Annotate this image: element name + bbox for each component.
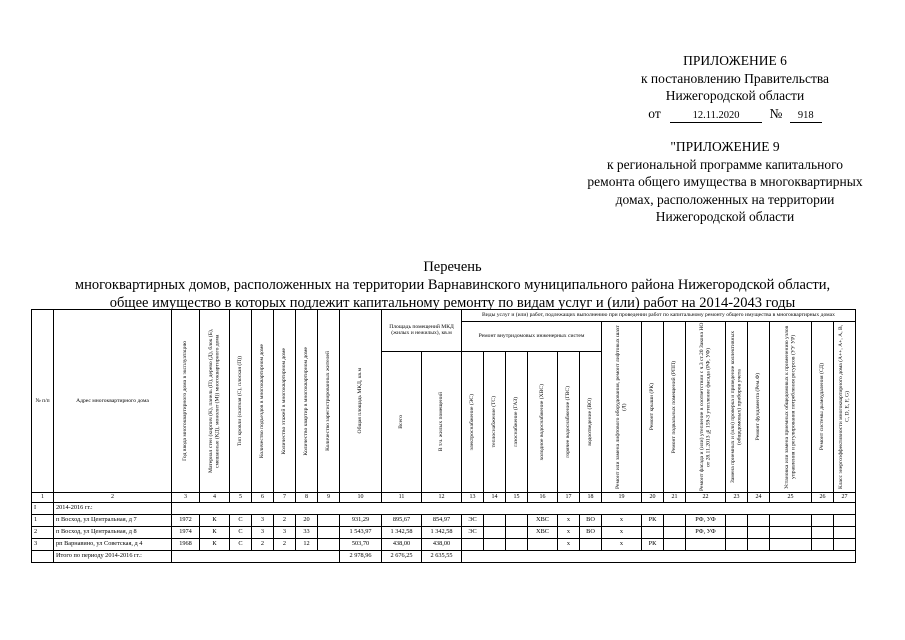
row-ts xyxy=(484,527,506,539)
col-header-smoke xyxy=(812,322,834,493)
col-header-control-units xyxy=(770,322,812,493)
row-rf: РФ, УФ xyxy=(686,515,726,527)
col-header-total-area-text: Общая площадь МКД, кв.м xyxy=(357,368,364,434)
col-number: 19 xyxy=(602,493,642,503)
row-ts xyxy=(484,539,506,551)
col-header-roof-repair xyxy=(642,322,664,493)
row-hvs: ХВС xyxy=(528,527,558,539)
col-header-lift-text: Ремонт или замена лифтового оборудования, ремонт лифтовых шахт (Л) xyxy=(615,325,628,489)
col-number: 8 xyxy=(296,493,318,503)
row-c26 xyxy=(812,539,834,551)
row-total-area: 931,29 xyxy=(340,515,382,527)
col-number: 20 xyxy=(642,493,664,503)
col-number: 10 xyxy=(340,493,382,503)
col-header-apartments-text: Количество квартир в многоквартирном доме xyxy=(303,346,310,456)
col-header-meters-text: Замена приемных и (или) проверка и приведение коллективных (общедомовых) приборов учета xyxy=(730,330,743,484)
col-header-roof xyxy=(230,310,252,493)
row-roof: С xyxy=(230,539,252,551)
col-header-area-all xyxy=(382,351,422,492)
col-header-heating-text: теплоснабжение (ТС) xyxy=(491,396,498,448)
appendix-9-line1: к региональной программе капитального xyxy=(606,156,844,172)
col-number: 26 xyxy=(812,493,834,503)
row-es: ЭС xyxy=(462,515,484,527)
row-c25 xyxy=(770,539,812,551)
col-header-area-all-text: Всего xyxy=(398,414,405,429)
col-header-energy-class-text: Класс энергоэффективности многоквартирного дома (А++, А+, А, B, C, D, E, F, G) xyxy=(838,324,851,490)
section-row xyxy=(32,503,856,515)
col-header-year xyxy=(172,310,200,493)
row-es: ЭС xyxy=(462,527,484,539)
col-header-gas xyxy=(506,351,528,492)
col-header-facade xyxy=(686,322,726,493)
col-number: 12 xyxy=(422,493,462,503)
col-number: 2 xyxy=(54,493,172,503)
row-residents xyxy=(318,539,340,551)
row-hvs xyxy=(528,539,558,551)
row-year: 1968 xyxy=(172,539,200,551)
col-header-electric-text: электроснабжение (ЭС) xyxy=(469,393,476,451)
header-row-1 xyxy=(32,310,856,322)
row-c27 xyxy=(834,527,856,539)
row-rk: РК xyxy=(642,515,664,527)
row-es xyxy=(462,539,484,551)
appendix-9-line3: домах, расположенных на территории xyxy=(615,191,835,207)
col-header-heating xyxy=(484,351,506,492)
row-num: 3 xyxy=(32,539,54,551)
row-rf xyxy=(686,539,726,551)
row-rk: РК xyxy=(642,539,664,551)
row-c25 xyxy=(770,515,812,527)
col-number: 14 xyxy=(484,493,506,503)
row-vo: ВО xyxy=(580,527,602,539)
row-c27 xyxy=(834,515,856,527)
row-c23 xyxy=(726,539,748,551)
row-c27 xyxy=(834,539,856,551)
row-hvs: ХВС xyxy=(528,515,558,527)
row-roof: С xyxy=(230,515,252,527)
table-row xyxy=(32,527,856,539)
row-apartments: 20 xyxy=(296,515,318,527)
col-header-electric xyxy=(462,351,484,492)
row-wall: К xyxy=(200,539,230,551)
row-rpp xyxy=(664,515,686,527)
row-area-living: 854,97 xyxy=(422,515,462,527)
col-header-meters xyxy=(726,322,748,493)
row-area-all: 1 342,58 xyxy=(382,527,422,539)
col-header-smoke-text: Ремонт системы дымоудаления (СД) xyxy=(819,363,826,451)
section-empty xyxy=(172,503,856,515)
row-c24 xyxy=(748,515,770,527)
col-header-foundation xyxy=(748,322,770,493)
row-area-living: 438,00 xyxy=(422,539,462,551)
col-number: 11 xyxy=(382,493,422,503)
col-header-energy-class xyxy=(834,322,856,493)
from-label: от xyxy=(648,105,661,121)
row-wall: К xyxy=(200,527,230,539)
row-c24 xyxy=(748,527,770,539)
col-header-address: Адрес многоквартирного дома xyxy=(54,310,172,493)
col-header-hot-water xyxy=(558,351,580,492)
col-number: 13 xyxy=(462,493,484,503)
col-header-wall xyxy=(200,310,230,493)
col-header-roof-text: Тип кровли (скатная (С), плоская (П)) xyxy=(237,355,244,447)
col-header-total-area xyxy=(340,310,382,493)
row-address: п Восход, ул Центральная, д 8 xyxy=(54,527,172,539)
row-num: 2 xyxy=(32,527,54,539)
col-header-residents xyxy=(318,310,340,493)
decree-date: 12.11.2020 xyxy=(670,109,762,123)
col-number: 7 xyxy=(274,493,296,503)
row-area-living: 1 342,58 xyxy=(422,527,462,539)
row-rf: РФ, УФ xyxy=(686,527,726,539)
row-gvs: х xyxy=(558,515,580,527)
row-apartments: 12 xyxy=(296,539,318,551)
col-number: 17 xyxy=(558,493,580,503)
col-number: 1 xyxy=(32,493,54,503)
col-header-systems-group: Ремонт внутридомовых инженерных систем xyxy=(462,322,602,352)
col-header-control-units-text: Установка или замена приемных общедомовых к применению узлов управления и регулирования потребления ресурсов (УУ УР) xyxy=(784,325,797,489)
col-header-sewer-text: водоотведение (ВО) xyxy=(587,397,594,446)
col-header-basement xyxy=(664,322,686,493)
row-area-all: 895,67 xyxy=(382,515,422,527)
col-number: 9 xyxy=(318,493,340,503)
col-number: 15 xyxy=(506,493,528,503)
row-vo: ВО xyxy=(580,515,602,527)
row-address: п Восход, ул Центральная, д 7 xyxy=(54,515,172,527)
total-empty-span xyxy=(172,551,340,563)
row-area-all: 438,00 xyxy=(382,539,422,551)
col-header-apartments xyxy=(296,310,318,493)
col-header-entrances-text: Количество подъездов в многоквартирном доме xyxy=(259,343,266,459)
houses-table-wrapper xyxy=(31,309,856,563)
row-gvs: х xyxy=(558,527,580,539)
row-lift: х xyxy=(602,539,642,551)
row-gas xyxy=(506,515,528,527)
row-gas xyxy=(506,539,528,551)
col-number: 18 xyxy=(580,493,602,503)
title-line1: Перечень xyxy=(423,259,482,275)
col-header-lift xyxy=(602,322,642,493)
col-header-residents-text: Количество зарегистрированных жителей xyxy=(325,351,332,451)
row-total-area: 503,70 xyxy=(340,539,382,551)
row-year: 1972 xyxy=(172,515,200,527)
col-header-year-text: Год ввода многоквартирного дома в эксплуатацию xyxy=(182,341,189,461)
col-number: 27 xyxy=(834,493,856,503)
table-row xyxy=(32,539,856,551)
col-header-facade-text: Ремонт фасада и (или) утепление в соответствии с ч.3 ст.20 Закона НО от 28.11.2013 №159-З утепление фасада (РФ, УФ) xyxy=(699,322,712,492)
row-gvs: х xyxy=(558,539,580,551)
row-lift: х xyxy=(602,515,642,527)
col-header-entrances xyxy=(252,310,274,493)
row-c23 xyxy=(726,527,748,539)
row-lift: х xyxy=(602,527,642,539)
row-entrances: 2 xyxy=(252,539,274,551)
col-number: 5 xyxy=(230,493,252,503)
row-ts xyxy=(484,515,506,527)
col-header-num: № п/п xyxy=(32,310,54,493)
col-number: 24 xyxy=(748,493,770,503)
row-num: 1 xyxy=(32,515,54,527)
appendix-6-title: ПРИЛОЖЕНИЕ 6 xyxy=(683,53,787,68)
col-header-cold-water-text: холодное водоснабжение (ХВС) xyxy=(539,383,546,461)
total-area: 2 978,96 xyxy=(340,551,382,563)
total-area-living: 2 635,55 xyxy=(422,551,462,563)
total-area-all: 2 676,25 xyxy=(382,551,422,563)
col-header-floors-text: Количество этажей в многоквартирном доме xyxy=(281,347,288,455)
title-line2: многоквартирных домов, расположенных на территории Варнавинского муниципального района Нижегородской области, xyxy=(74,277,831,293)
number-label: № xyxy=(769,105,783,121)
row-gas xyxy=(506,527,528,539)
col-number: 23 xyxy=(726,493,748,503)
row-entrances: 3 xyxy=(252,527,274,539)
row-c26 xyxy=(812,515,834,527)
col-header-area-group: Площадь помещений МКД (жилых и нежилых), кв.м xyxy=(382,310,462,352)
col-number: 16 xyxy=(528,493,558,503)
col-header-area-living-text: В т.ч. жилых помещений xyxy=(438,392,445,452)
section-number: I xyxy=(32,503,54,515)
row-floors: 3 xyxy=(274,527,296,539)
row-rpp xyxy=(664,527,686,539)
appendix-6-block xyxy=(590,52,880,123)
col-header-area-living xyxy=(422,351,462,492)
document-title xyxy=(0,258,905,312)
total-empty-tail xyxy=(462,551,856,563)
row-year: 1974 xyxy=(172,527,200,539)
col-header-cold-water xyxy=(528,351,558,492)
row-apartments: 33 xyxy=(296,527,318,539)
appendix-9-line2: ремонта общего имущества в многоквартирных xyxy=(587,174,863,189)
appendix-6-date-line xyxy=(590,105,880,123)
title-line3: общее имущество в которых подлежит капитальному ремонту по видам услуг и (или) работ на 2014-2043 годы xyxy=(109,295,796,311)
row-rpp xyxy=(664,539,686,551)
col-number: 6 xyxy=(252,493,274,503)
total-row xyxy=(32,551,856,563)
row-residents xyxy=(318,527,340,539)
appendix-6-line1: к постановлению Правительства xyxy=(640,70,830,86)
appendix-6-line2: Нижегородской области xyxy=(665,88,805,103)
col-header-wall-text: Материал стен (кирпич (К), панель (П), дерево (Д), блок (Б), смешанные (КД), монолит (М)) многоквартирного дома xyxy=(208,328,221,474)
col-number: 4 xyxy=(200,493,230,503)
col-header-sewer xyxy=(580,351,602,492)
col-header-works-group: Виды услуг и (или) работ, подлежащих выполнению при проведении работ по капитальному ремонту общего имущества в многоквартирных домах xyxy=(462,310,856,322)
section-label: 2014-2016 гг.: xyxy=(54,503,172,515)
total-label: Итого по периоду 2014-2016 гг.: xyxy=(54,551,172,563)
appendix-9-block xyxy=(560,138,890,226)
row-roof: С xyxy=(230,527,252,539)
row-wall: К xyxy=(200,515,230,527)
row-c24 xyxy=(748,539,770,551)
col-number: 3 xyxy=(172,493,200,503)
row-c26 xyxy=(812,527,834,539)
total-empty xyxy=(32,551,54,563)
col-number: 25 xyxy=(770,493,812,503)
row-c25 xyxy=(770,527,812,539)
col-header-foundation-text: Ремонт фундамента (Рем.Ф) xyxy=(755,373,762,441)
appendix-9-line4: Нижегородской области xyxy=(655,209,795,224)
col-header-roof-repair-text: Ремонт крыши (РК) xyxy=(649,383,656,431)
row-floors: 2 xyxy=(274,515,296,527)
row-address: рп Варнавино, ул Советская, д 4 xyxy=(54,539,172,551)
col-number: 22 xyxy=(686,493,726,503)
col-header-hot-water-text: горячее водоснабжение (ГВС) xyxy=(565,385,572,458)
row-vo xyxy=(580,539,602,551)
column-numbers-row xyxy=(32,493,856,503)
houses-table xyxy=(31,309,856,563)
decree-number: 918 xyxy=(790,109,822,123)
row-floors: 2 xyxy=(274,539,296,551)
row-total-area: 1 543,97 xyxy=(340,527,382,539)
col-number: 21 xyxy=(664,493,686,503)
row-rk xyxy=(642,527,664,539)
col-header-gas-text: газоснабжение (ГАЗ) xyxy=(513,396,520,447)
row-entrances: 3 xyxy=(252,515,274,527)
row-c23 xyxy=(726,515,748,527)
table-row xyxy=(32,515,856,527)
col-header-floors xyxy=(274,310,296,493)
row-residents xyxy=(318,515,340,527)
appendix-9-title: "ПРИЛОЖЕНИЕ 9 xyxy=(670,139,780,154)
col-header-basement-text: Ремонт подвальных помещений (РПП) xyxy=(671,360,678,454)
